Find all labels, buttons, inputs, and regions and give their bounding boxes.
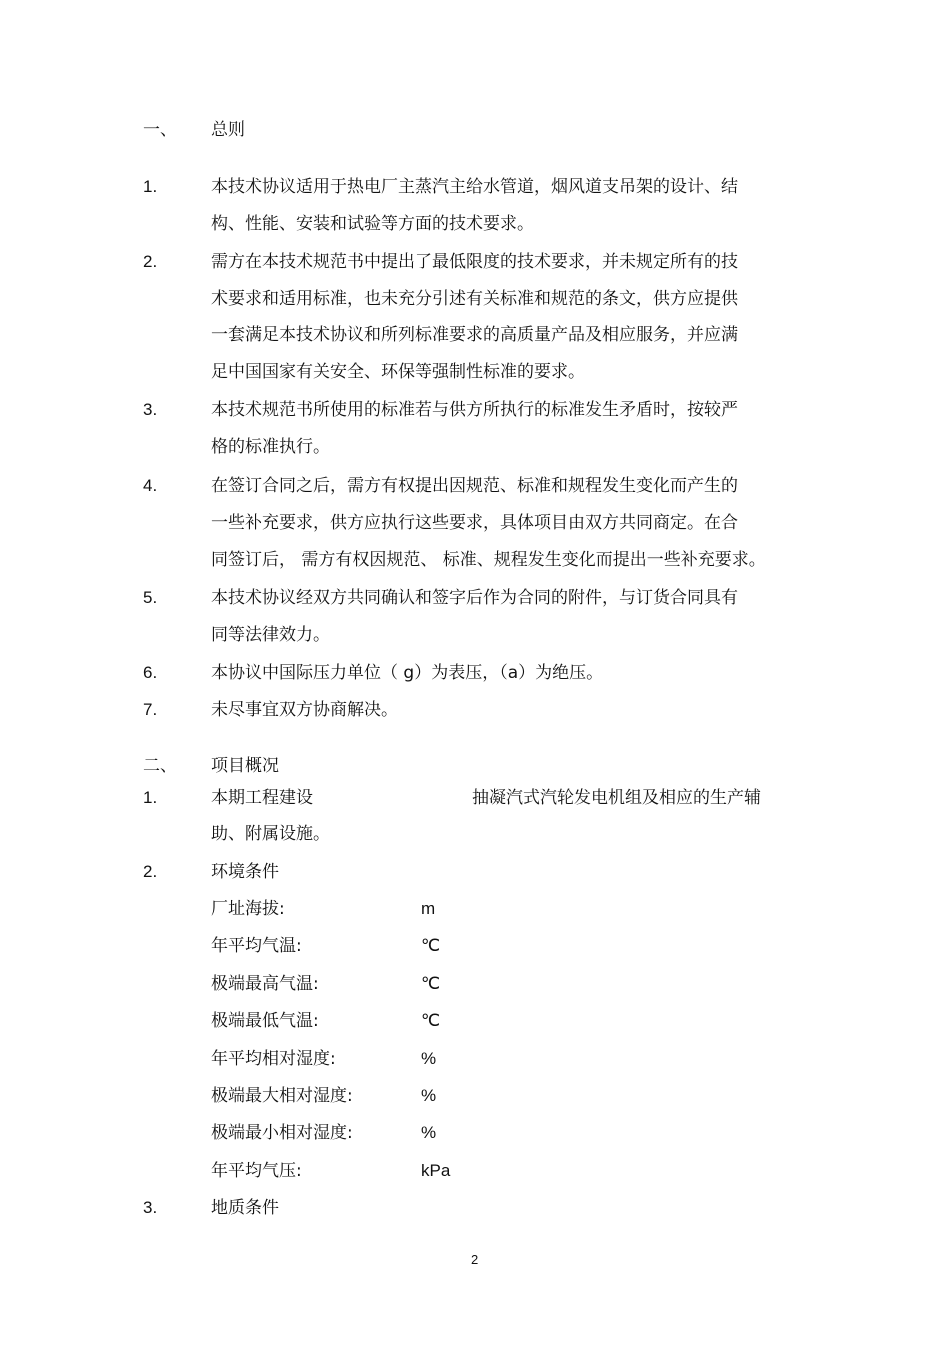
item-2-3-label: 地质条件 [211,1198,279,1218]
env-label-avg-humidity: 年平均相对湿度: [211,1049,336,1069]
env-label-min-temp: 极端最低气温: [211,1011,319,1031]
item-1-4-line-1: 在签订合同之后，需方有权提出因规范、标准和规程发生变化而产生的 [211,476,738,496]
item-1-2-line-4: 足中国国家有关安全、环保等强制性标准的要求。 [211,362,585,382]
env-unit-min-temp: ℃ [421,1011,441,1030]
item-1-1-line-1: 本技术协议适用于热电厂主蒸汽主给水管道，烟风道支吊架的设计、结 [211,177,738,197]
item-1-2-line-3: 一套满足本技术协议和所列标准要求的高质量产品及相应服务，并应满 [211,325,738,345]
item-1-5-number: 5. [143,588,158,607]
env-label-max-humidity: 极端最大相对湿度: [211,1086,353,1106]
section-1-number: 一、 [143,120,177,140]
item-1-1-line-2: 构、性能、安装和试验等方面的技术要求。 [211,214,534,234]
section-2-title: 项目概况 [211,756,279,776]
env-unit-altitude: m [421,899,436,918]
env-unit-max-humidity: % [421,1086,437,1105]
env-unit-avg-temp: ℃ [421,936,441,955]
item-1-3-number: 3. [143,400,158,419]
env-unit-min-humidity: % [421,1123,437,1142]
env-label-avg-pressure: 年平均气压: [211,1161,302,1181]
item-1-1-number: 1. [143,177,158,196]
item-2-2-number: 2. [143,862,158,881]
item-1-4-line-2: 一些补充要求，供方应执行这些要求，具体项目由双方共同商定。在合 [211,513,738,533]
item-1-2-line-2: 术要求和适用标准，也未充分引述有关标准和规范的条文，供方应提供 [211,289,738,309]
item-2-2-label: 环境条件 [211,862,279,882]
item-1-2-number: 2. [143,252,158,271]
env-label-max-temp: 极端最高气温: [211,974,319,994]
section-1-title: 总则 [211,120,245,140]
item-2-1-label: 本期工程建设 [211,788,313,808]
env-unit-avg-humidity: % [421,1049,437,1068]
env-label-altitude: 厂址海拔: [211,899,285,919]
item-1-3-line-1: 本技术规范书所使用的标准若与供方所执行的标准发生矛盾时，按较严 [211,400,738,420]
item-1-3-line-2: 格的标准执行。 [211,437,330,457]
item-1-7-line-1: 未尽事宜双方协商解决。 [211,700,398,720]
item-1-6-number: 6. [143,663,158,682]
item-1-4-line-3: 同签订后， 需方有权因规范、 标准、规程发生变化而提出一些补充要求。 [211,550,766,570]
section-2-number: 二、 [143,756,177,776]
item-1-7-number: 7. [143,700,158,719]
item-1-5-line-2: 同等法律效力。 [211,625,330,645]
env-unit-max-temp: ℃ [421,974,441,993]
env-unit-avg-pressure: kPa [421,1161,451,1180]
item-2-1-value: 抽凝汽式汽轮发电机组及相应的生产辅 [472,788,761,808]
page-number: 2 [471,1252,479,1267]
item-2-3-number: 3. [143,1198,158,1217]
item-2-1-continuation: 助、附属设施。 [211,824,330,844]
item-1-2-line-1: 需方在本技术规范书中提出了最低限度的技术要求，并未规定所有的技 [211,252,738,272]
env-label-min-humidity: 极端最小相对湿度: [211,1123,353,1143]
item-1-4-number: 4. [143,476,158,495]
item-2-1-number: 1. [143,788,158,807]
item-1-5-line-1: 本技术协议经双方共同确认和签字后作为合同的附件，与订货合同具有 [211,588,738,608]
item-1-6-line-1: 本协议中国际压力单位（ g）为表压，（a）为绝压。 [211,663,604,683]
env-label-avg-temp: 年平均气温: [211,936,302,956]
